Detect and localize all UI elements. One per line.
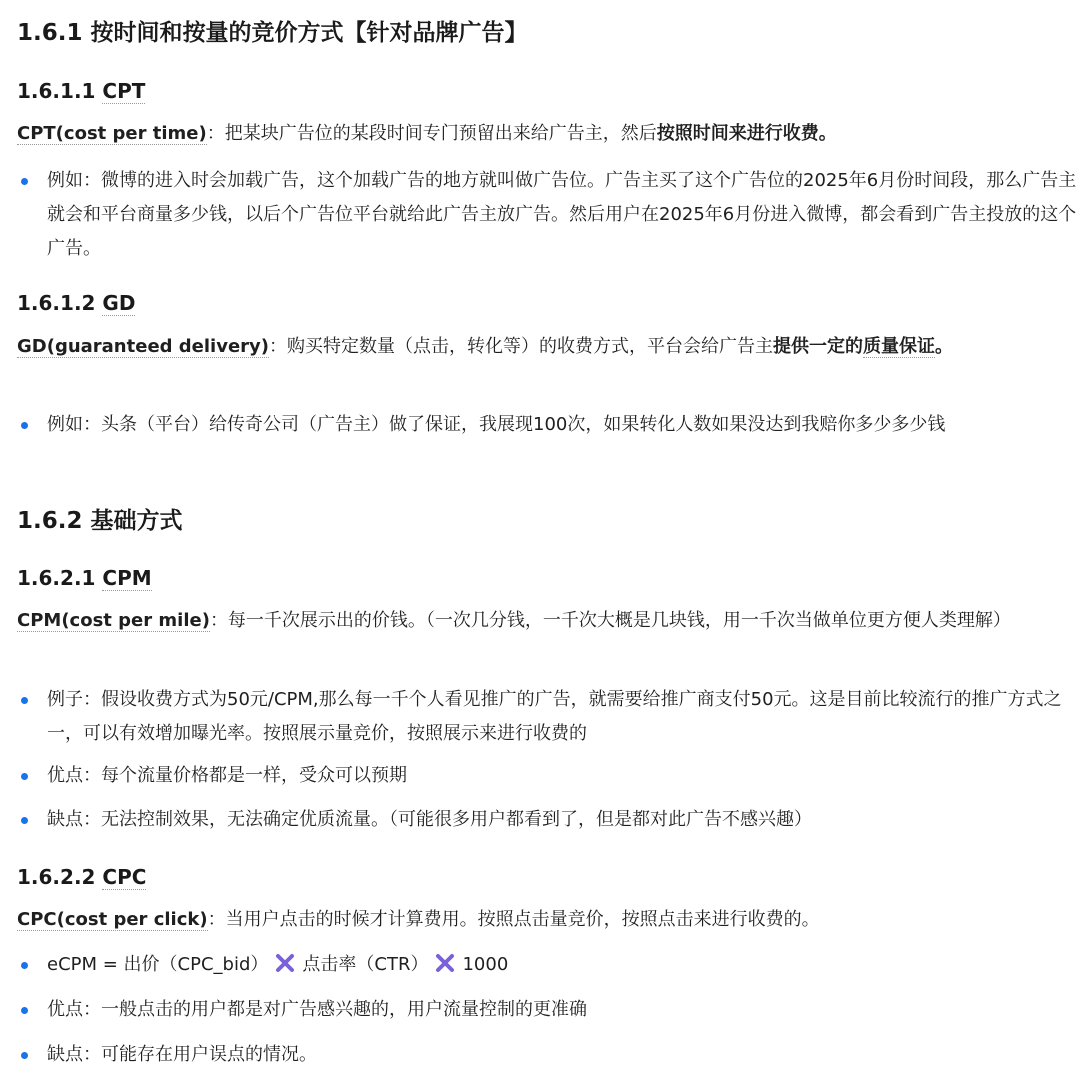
list-item bbox=[17, 408, 1079, 442]
subsection-heading-gd bbox=[17, 289, 135, 317]
bullet-dot-icon bbox=[21, 178, 28, 185]
cpm-definition-text: ：每一千次展示出的价钱。（一次几分钱，一千次大概是几块钱，用一千次当做单位更方便人类理解） bbox=[209, 610, 1011, 631]
list-item bbox=[17, 759, 1079, 793]
subsection-heading-cpc bbox=[17, 863, 146, 891]
cpt-example: 例如：微博的进入时会加载广告，这个加载广告的地方就叫做广告位。广告主买了这个广告位的2025年6月份时间段，那么广告主就会和平台商量多少钱，以后个广告位平台就给此广告主放广告。然后用户在2025年6月份进入微博，都会看到广告主投放的这个广告。 bbox=[47, 170, 1077, 259]
cpt-term[interactable]: CPT(cost per time) bbox=[17, 123, 207, 144]
cpc-definition bbox=[17, 903, 1079, 937]
section-heading-1-6-1: 1.6.1 按时间和按量的竞价方式【针对品牌广告】 bbox=[17, 20, 528, 46]
cpm-term[interactable]: CPM(cost per mile) bbox=[17, 610, 210, 631]
heading-number: 1.6.2.1 bbox=[17, 566, 103, 590]
cpm-definition bbox=[17, 604, 1079, 638]
bullet-dot-icon bbox=[21, 1052, 28, 1059]
formula-part-1000: 1000 bbox=[462, 954, 509, 975]
list-item bbox=[17, 803, 1079, 837]
gd-definition-bold-term[interactable]: 质量保证 bbox=[863, 336, 936, 357]
bullet-dot-icon bbox=[21, 817, 28, 824]
heading-number: 1.6.1.2 bbox=[17, 291, 103, 315]
formula-part-ctr: 点击率（CTR） bbox=[302, 954, 429, 975]
cpt-definition-text: ：把某块广告位的某段时间专门预留出来给广告主，然后 bbox=[206, 123, 657, 144]
cpm-pros: 优点：每个流量价格都是一样，受众可以预期 bbox=[47, 765, 407, 786]
cpm-cons: 缺点：无法控制效果，无法确定优质流量。（可能很多用户都看到了，但是都对此广告不感兴趣） bbox=[47, 809, 812, 830]
list-item bbox=[17, 1038, 1079, 1072]
list-item bbox=[17, 993, 1079, 1027]
heading-number: 1.6.1.1 bbox=[17, 79, 103, 103]
heading-term-cpt[interactable]: CPT bbox=[102, 79, 146, 103]
cpc-term[interactable]: CPC(cost per click) bbox=[17, 909, 208, 930]
gd-definition-text: ：购买特定数量（点击，转化等）的收费方式，平台会给广告主 bbox=[269, 336, 774, 357]
bullet-dot-icon bbox=[21, 962, 28, 969]
subsection-heading-cpm bbox=[17, 564, 152, 592]
cpc-cons: 缺点：可能存在用户误点的情况。 bbox=[47, 1044, 317, 1065]
gd-example: 例如：头条（平台）给传奇公司（广告主）做了保证，我展现100次，如果转化人数如果没达到我赔你多少多少钱 bbox=[47, 414, 946, 435]
heading-term-cpc[interactable]: CPC bbox=[102, 865, 147, 889]
cpt-definition-bold: 按照时间来进行收费。 bbox=[656, 123, 837, 144]
gd-definition bbox=[17, 330, 1079, 364]
list-item bbox=[17, 683, 1079, 751]
cpc-formula bbox=[47, 948, 1079, 982]
bullet-dot-icon bbox=[21, 422, 28, 429]
cpm-example: 例子：假设收费方式为50元/CPM,那么每一千个人看见推广的广告，就需要给推广商支付50元。这是目前比较流行的推广方式之一，可以有效增加曝光率。按照展示量竞价，按照展示来进行收费的 bbox=[47, 689, 1062, 744]
gd-definition-bold: 提供一定的 bbox=[773, 336, 864, 357]
subsection-heading-cpt bbox=[17, 77, 145, 105]
heading-term-cpm[interactable]: CPM bbox=[102, 566, 152, 590]
heavy-multiplication-x-icon bbox=[434, 952, 456, 974]
heading-number: 1.6.2.2 bbox=[17, 865, 103, 889]
heading-term-gd[interactable]: GD bbox=[102, 291, 136, 315]
gd-term[interactable]: GD(guaranteed delivery) bbox=[17, 336, 270, 357]
list-item bbox=[17, 948, 1079, 982]
cpc-definition-text: ：当用户点击的时候才计算费用。按照点击量竞价，按照点击来进行收费的。 bbox=[207, 909, 820, 930]
bullet-dot-icon bbox=[21, 1007, 28, 1014]
heavy-multiplication-x-icon bbox=[274, 952, 296, 974]
section-heading-1-6-2: 1.6.2 基础方式 bbox=[17, 508, 183, 534]
cpc-pros: 优点：一般点击的用户都是对广告感兴趣的，用户流量控制的更准确 bbox=[47, 999, 587, 1020]
list-item bbox=[17, 164, 1079, 266]
bullet-dot-icon bbox=[21, 773, 28, 780]
cpt-definition bbox=[17, 117, 1079, 151]
formula-part-bid: eCPM = 出价（CPC_bid） bbox=[47, 954, 269, 975]
gd-definition-end: 。 bbox=[935, 336, 954, 357]
bullet-dot-icon bbox=[21, 697, 28, 704]
